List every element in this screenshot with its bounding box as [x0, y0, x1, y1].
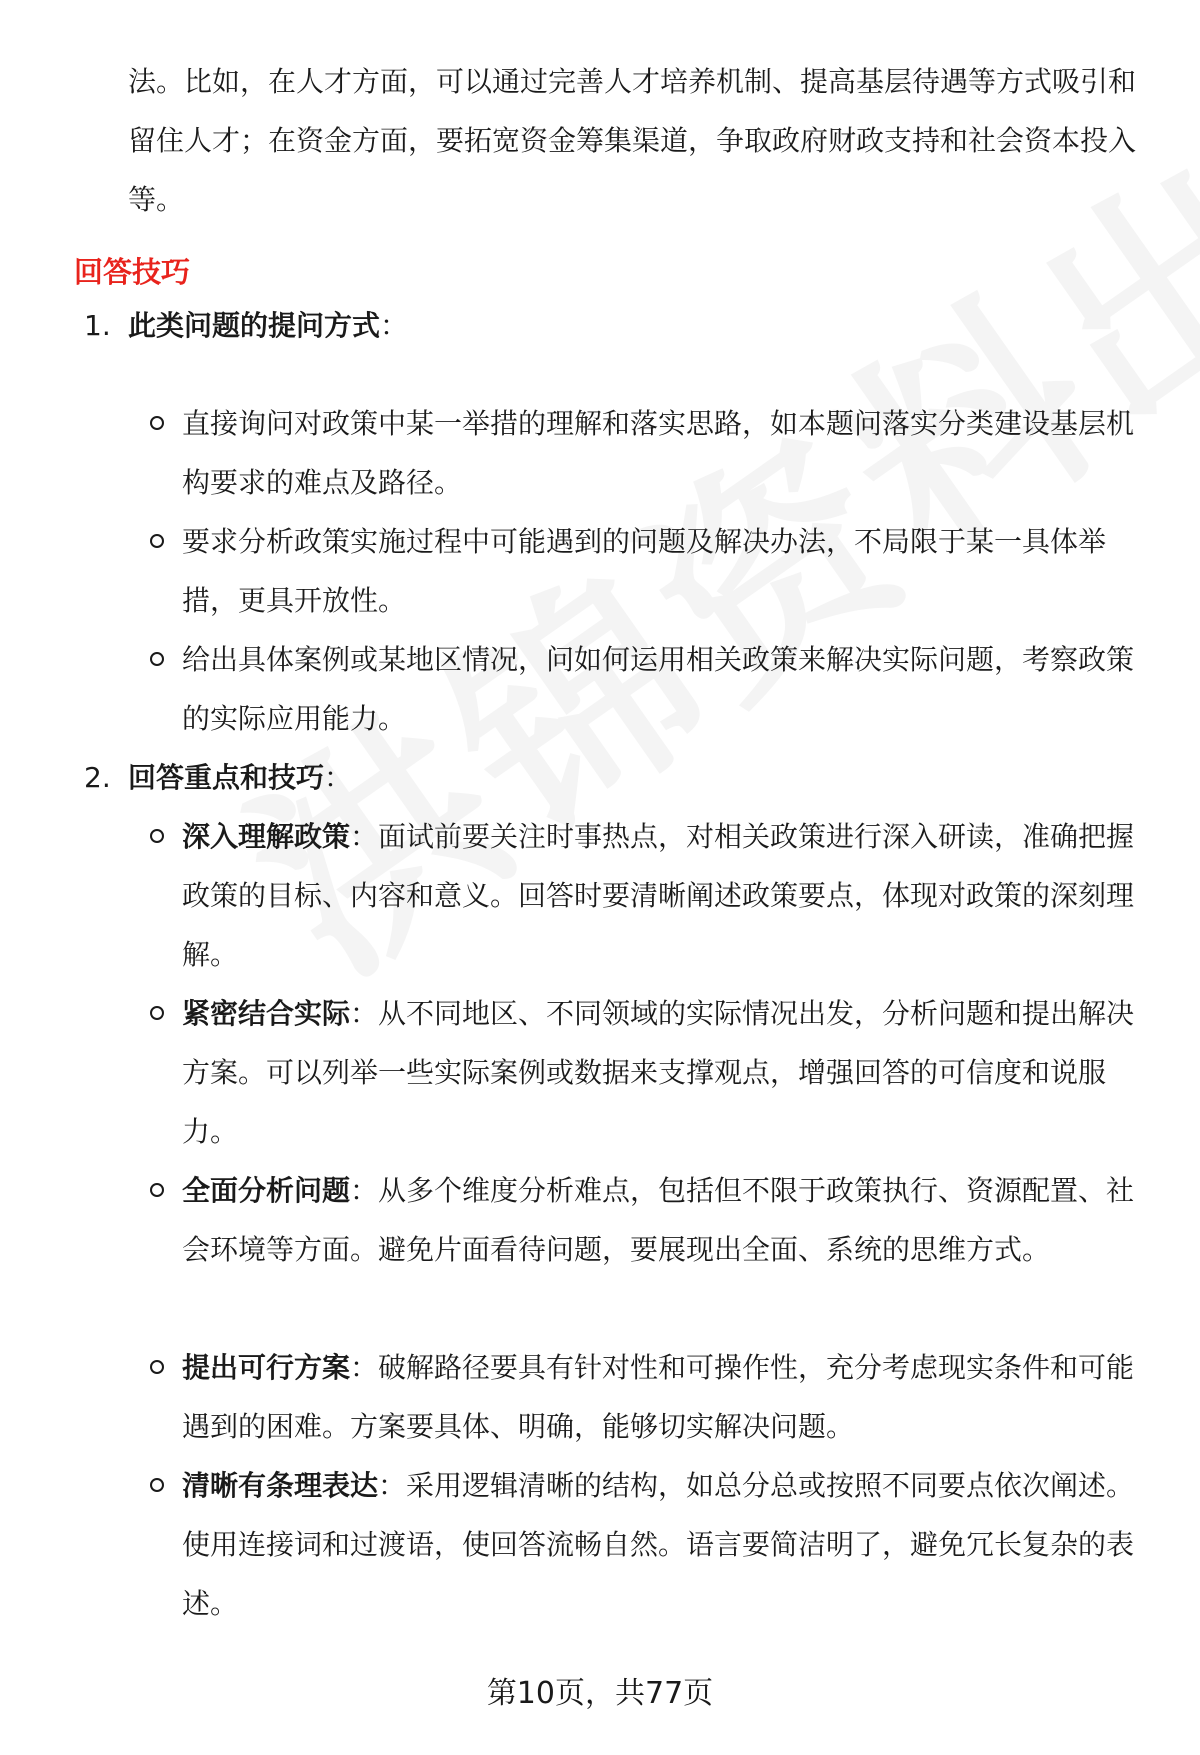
intro-paragraph: 法。比如，在人才方面，可以通过完善人才培养机制、提高基层待遇等方式吸引和留住人才；在资金方面，要拓宽资金筹集渠道，争取政府财政支持和社会资本投入等。	[128, 65, 1137, 216]
section-1-item-1: 直接询问对政策中某一举措的理解和落实思路，如本题问落实分类建设基层机构要求的难点及路径。	[182, 407, 1135, 499]
section-1-title-text: 此类问题的提问方式	[128, 309, 381, 342]
item-text: ：面试前要关注时事热点，对相关政策进行深入研读，准确把握政策的目标、内容和意义。回答时要清晰阐述政策要点，体现对政策的深刻理解。	[182, 820, 1135, 971]
bullet-icon	[150, 652, 164, 666]
item-bold-label: 深入理解政策	[182, 820, 351, 853]
section-2-item-2	[182, 984, 1140, 1161]
section-2-title-text: 回答重点和技巧	[128, 761, 325, 794]
bullet-icon	[150, 1478, 164, 1492]
section-1-item-3: 给出具体案例或某地区情况，问如何运用相关政策来解决实际问题，考察政策的实际应用能力。	[182, 643, 1135, 735]
section-2-colon: ：	[324, 761, 353, 794]
item-text: ：从多个维度分析难点，包括但不限于政策执行、资源配置、社会环境等方面。避免片面看待问题，要展现出全面、系统的思维方式。	[182, 1174, 1135, 1266]
section-1-item-2: 要求分析政策实施过程中可能遇到的问题及解决办法，不局限于某一具体举措，更具开放性。	[182, 525, 1107, 617]
section-heading: 回答技巧	[74, 255, 191, 289]
section-2-item-5	[182, 1456, 1140, 1633]
bullet-icon	[150, 1183, 164, 1197]
item-bold-label: 全面分析问题	[182, 1174, 351, 1207]
bullet-icon	[150, 829, 164, 843]
page-footer: 第10页，共77页	[486, 1676, 714, 1711]
item-bold-label: 清晰有条理表达	[182, 1469, 379, 1502]
item-bold-label: 提出可行方案	[182, 1351, 351, 1384]
item-text: ：采用逻辑清晰的结构，如总分总或按照不同要点依次阐述。使用连接词和过渡语，使回答流畅自然。语言要简洁明了，避免冗长复杂的表述。	[182, 1469, 1135, 1620]
section-2-item-3	[182, 1161, 1140, 1279]
item-text: ：从不同地区、不同领域的实际情况出发，分析问题和提出解决方案。可以列举一些实际案例或数据来支撑观点，增强回答的可信度和说服力。	[182, 997, 1135, 1148]
section-1-colon: ：	[380, 309, 409, 342]
section-1-title	[128, 296, 408, 355]
bullet-icon	[150, 416, 164, 430]
item-bold-label: 紧密结合实际	[182, 997, 351, 1030]
bullet-icon	[150, 1360, 164, 1374]
item-text: ：破解路径要具有针对性和可操作性，充分考虑现实条件和可能遇到的困难。方案要具体、明确，能够切实解决问题。	[182, 1351, 1135, 1443]
section-2-number: 2.	[84, 761, 111, 794]
bullet-icon	[150, 534, 164, 548]
section-1-number: 1.	[84, 309, 111, 342]
section-2-item-1	[182, 807, 1140, 984]
section-2-title	[128, 748, 352, 807]
bullet-icon	[150, 1006, 164, 1020]
section-2-item-4	[182, 1338, 1140, 1456]
